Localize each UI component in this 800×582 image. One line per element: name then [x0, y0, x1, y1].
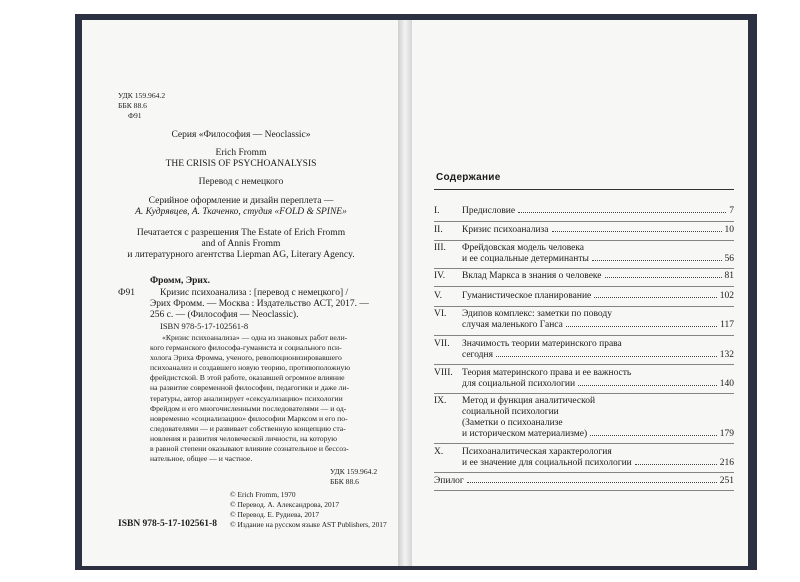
toc-number: II. [434, 225, 443, 235]
toc-entry-title: и ее значение для социальной психологии [462, 458, 632, 468]
toc-entry-title: Предисловие [462, 206, 516, 216]
toc-entry-title: Теория материнского права и ее важность [462, 368, 632, 378]
toc-entry-characterology [462, 458, 734, 470]
toc-number: VIII. [434, 368, 453, 378]
toc-separator [434, 268, 734, 269]
toc-page-number: 179 [719, 429, 734, 439]
annotation-line: холога Эриха Фромма, ученого, революционизировавшего [150, 353, 342, 363]
permission-line2: and of Annis Fromm [201, 239, 281, 249]
toc-entry-title: Кризис психоанализа [462, 225, 549, 235]
toc-number: VI. [434, 309, 447, 319]
toc-separator [434, 221, 734, 222]
toc-leader [552, 231, 722, 232]
toc-page-number: 10 [724, 225, 734, 235]
copyright-line: © Перевод. Е. Рудиева, 2017 [230, 510, 320, 519]
toc-separator [434, 335, 734, 336]
bbk-code: ББК 88.6 [118, 101, 147, 110]
toc-number: I. [434, 206, 440, 216]
toc-entry-title: (Заметки о психоанализе [462, 418, 563, 428]
toc-page-number: 56 [724, 254, 734, 264]
annotation-line: кого германского философа-гуманиста и социального пси- [150, 343, 342, 353]
toc-leader [467, 482, 717, 483]
toc-entry-oedipus [462, 320, 734, 332]
toc-number: IV. [434, 271, 446, 281]
annotation-line: нательное, общее — и частное. [150, 454, 253, 464]
toc-entry-title: Гуманистическое планирование [462, 291, 592, 301]
annotation-line: «Кризис психоанализа» — одна из знаковых работ вели- [162, 333, 348, 342]
toc-entry-title: Психоаналитическая характерология [462, 447, 612, 457]
toc-separator [434, 490, 734, 491]
isbn-bottom: ISBN 978-5-17-102561-8 [118, 519, 217, 529]
catalog-entry-line3: 256 с. — (Философия — Neoclassic). [150, 310, 299, 320]
toc-entry-crisis [462, 225, 734, 237]
catalog-code: Ф91 [118, 288, 136, 298]
toc-page-number: 140 [719, 379, 734, 389]
bbk-code-bottom: ББК 88.6 [330, 477, 359, 486]
catalog-isbn: ISBN 978-5-17-102561-8 [160, 321, 249, 331]
toc-separator [434, 393, 734, 394]
toc-entry-title: Эдипов комплекс: заметки по поводу [462, 309, 612, 319]
toc-entry-planning [462, 291, 734, 303]
contents-title-rule [434, 189, 734, 190]
annotation-line: Фрейдом и его многочисленными последователями — и од- [150, 403, 347, 413]
toc-entry-mother-right-today [462, 350, 734, 362]
toc-number: V. [434, 291, 443, 301]
copyright-line: © Издание на русском языке AST Publishers, 2017 [230, 520, 387, 529]
toc-leader [566, 326, 717, 327]
toc-entry-epilogue [434, 476, 734, 488]
toc-entry-title: и ее социальные детерминанты [462, 254, 589, 264]
toc-leader [578, 385, 717, 386]
series-name: Серия «Философия — Neoclassic» [171, 130, 311, 140]
author-code: Ф91 [128, 111, 142, 120]
toc-page-number: 81 [724, 271, 734, 281]
annotation-line: психоанализ и создавшего новую теорию, противоположную [150, 363, 351, 373]
toc-entry-method [462, 429, 734, 441]
toc-entry-title: Метод и функция аналитической [462, 396, 596, 406]
toc-entry-title: и историческом материализме) [462, 429, 588, 439]
toc-entry-mother-right-theory [462, 379, 734, 391]
toc-page-number: 7 [729, 206, 734, 216]
design-credit-line1: Серийное оформление и дизайн переплета — [148, 196, 334, 206]
toc-page-number: 216 [719, 458, 734, 468]
annotation-line: тературы, автор анализирует «сексуализацию» психологии [150, 393, 343, 403]
original-author: Erich Fromm [215, 148, 267, 158]
toc-entry-title: Значимость теории материнского права [462, 339, 622, 349]
catalog-author-heading: Фромм, Эрих. [150, 276, 211, 286]
original-title: THE CRISIS OF PSYCHOANALYSIS [165, 159, 317, 169]
toc-number: III. [434, 243, 446, 253]
toc-leader [518, 212, 726, 213]
book-spine [398, 20, 412, 566]
toc-entry-title: сегодня [462, 350, 493, 360]
toc-number: X. [434, 447, 444, 457]
annotation-line: на развитие современной философии, педагогики и даже ли- [150, 383, 350, 393]
annotation-line: в равной степени оказывают влияние сознательное и бессоз- [150, 444, 349, 454]
annotation-text [150, 333, 368, 464]
toc-entry-freud-model [462, 254, 734, 266]
toc-separator [434, 286, 734, 287]
toc-page-number: 251 [719, 476, 734, 486]
permission-line1: Печатается с разрешения The Estate of Erich Fromm [136, 228, 346, 238]
contents-title: Содержание [436, 172, 501, 183]
toc-separator [434, 240, 734, 241]
design-credit-line2: А. Кудрявцев, А. Ткаченко, студия «FOLD & SPINE» [135, 207, 347, 217]
toc-leader [496, 356, 717, 357]
toc-separator [434, 443, 734, 444]
udk-code: УДК 159.964.2 [118, 91, 166, 100]
toc-separator [434, 364, 734, 365]
udk-code-bottom: УДК 159.964.2 [330, 467, 378, 476]
toc-separator [434, 306, 734, 307]
annotation-line: новления и развития человеческой личности, на которую [150, 433, 337, 443]
translation-note: Перевод с немецкого [198, 177, 284, 187]
toc-entry-title: Эпилог [434, 476, 464, 486]
toc-entry-preface [462, 206, 734, 218]
copyright-line: © Перевод. А. Александрова, 2017 [230, 500, 340, 509]
toc-entry-title: Вклад Маркса в знания о человеке [462, 271, 602, 281]
toc-entry-marx [462, 271, 734, 283]
toc-page-number: 102 [719, 291, 734, 301]
toc-leader [592, 260, 722, 261]
toc-leader [594, 297, 717, 298]
toc-number: IX. [434, 396, 447, 406]
toc-entry-title: для социальной психологии [462, 379, 576, 389]
copyright-line: © Erich Fromm, 1970 [230, 490, 296, 499]
toc-entry-title: социальной психологии [462, 407, 559, 417]
toc-leader [590, 435, 717, 436]
toc-number: VII. [434, 339, 450, 349]
toc-page-number: 117 [720, 320, 734, 330]
toc-leader [635, 464, 717, 465]
toc-leader [605, 277, 722, 278]
toc-separator [434, 472, 734, 473]
permission-line3: и литературного агентства Liepman AG, Literary Agency. [127, 250, 355, 260]
annotation-line: следователями — и развивает собственную концепцию ста- [150, 423, 346, 433]
annotation-line: новременно «социализацию» философии Марксом и его по- [150, 413, 348, 423]
catalog-entry-line1: Кризис психоанализа : [перевод с немецкого] / [160, 288, 349, 298]
toc-page-number: 132 [719, 350, 734, 360]
catalog-entry-line2: Эрих Фромм. — Москва : Издательство АСТ, 2017. — [150, 299, 369, 309]
annotation-line: фрейдистской. В этой работе, оказавшей огромное влияние [150, 373, 345, 383]
toc-entry-title: Фрейдовская модель человека [462, 243, 585, 253]
toc-entry-title: случая маленького Ганса [462, 320, 563, 330]
